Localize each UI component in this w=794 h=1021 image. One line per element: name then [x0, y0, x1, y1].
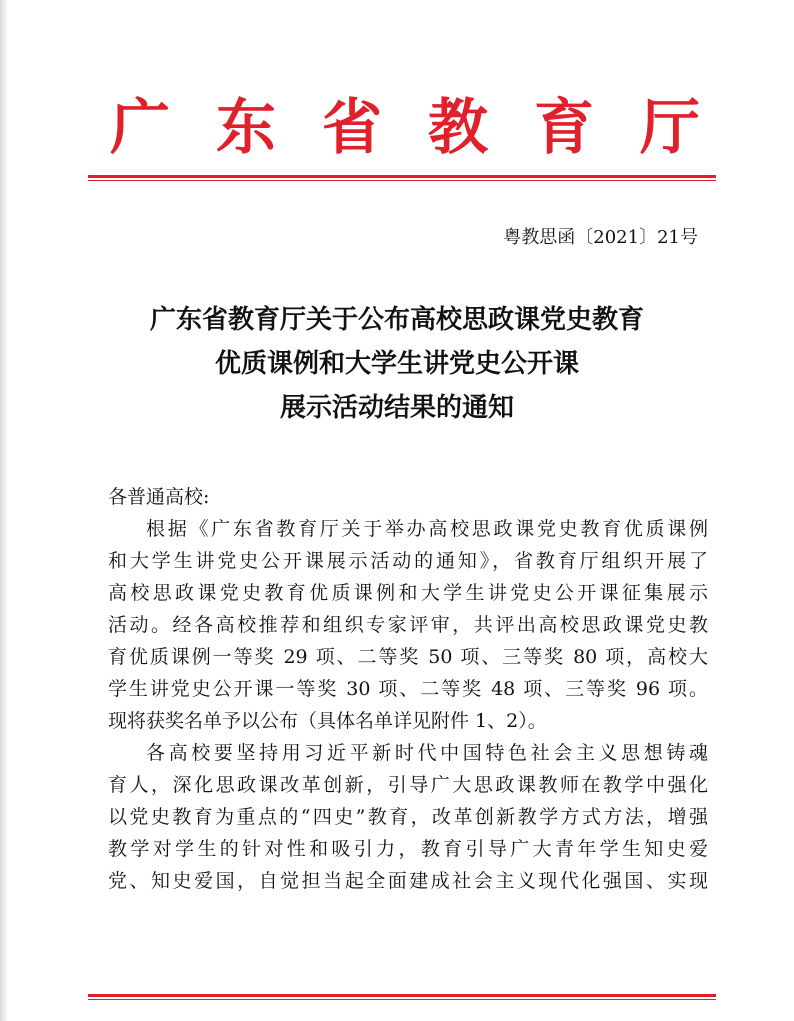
paragraph-line: 教学对学生的针对性和吸引力，教育引导广大青年学生知史爱	[108, 838, 708, 860]
agency-header-char: 省	[322, 93, 382, 163]
agency-header	[110, 88, 700, 168]
title-line: 优质课例和大学生讲党史公开课	[214, 349, 579, 379]
header-red-rule-thick	[88, 175, 716, 178]
paragraph-line: 育人，深化思政课改革创新，引导广大思政课教师在教学中强化	[108, 774, 708, 796]
agency-header-char: 育	[534, 93, 594, 163]
document-body	[108, 481, 708, 897]
paragraph-line: 党、知史爱国，自觉担当起全面建成社会主义现代化强国、实现	[108, 870, 708, 892]
agency-header-char: 教	[428, 93, 488, 163]
paragraph-line: 根据《广东省教育厅关于举办高校思政课党史教育优质课例	[146, 518, 708, 540]
footer-red-rule-thick	[88, 994, 716, 997]
page-edge-shadow	[0, 0, 8, 1021]
header-red-rule-thin	[88, 180, 716, 181]
paragraph-line: 以党史教育为重点的“四史”教育，改革创新教学方式方法，增强	[108, 806, 708, 828]
document-number: 粤教思函〔2021〕21号	[503, 227, 698, 248]
salutation: 各普通高校:	[108, 486, 210, 508]
paragraph-line: 活动。经各高校推荐和组织专家评审，共评出高校思政课党史教	[108, 614, 708, 636]
agency-header-char: 广	[110, 93, 170, 163]
title-line: 展示活动结果的通知	[279, 393, 514, 423]
paragraph-line: 各高校要坚持用习近平新时代中国特色社会主义思想铸魂	[146, 742, 708, 764]
agency-header-char: 东	[216, 93, 276, 163]
paragraph-line: 和大学生讲党史公开课展示活动的通知》，省教育厅组织开展了	[108, 550, 708, 572]
paragraph-line: 现将获奖名单予以公布（具体名单详见附件 1、2）。	[108, 710, 547, 732]
paragraph-line: 学生讲党史公开课一等奖 30 项、二等奖 48 项、三等奖 96 项。	[108, 678, 708, 700]
agency-header-char: 厅	[640, 93, 700, 163]
document-title	[80, 298, 714, 430]
paragraph-line: 育优质课例一等奖 29 项、二等奖 50 项、三等奖 80 项，高校大	[108, 646, 708, 668]
title-line: 广东省教育厅关于公布高校思政课党史教育	[149, 305, 644, 335]
paragraph-line: 高校思政课党史教育优质课例和大学生讲党史公开课征集展示	[108, 582, 708, 604]
footer-red-rule-thin	[88, 999, 716, 1000]
